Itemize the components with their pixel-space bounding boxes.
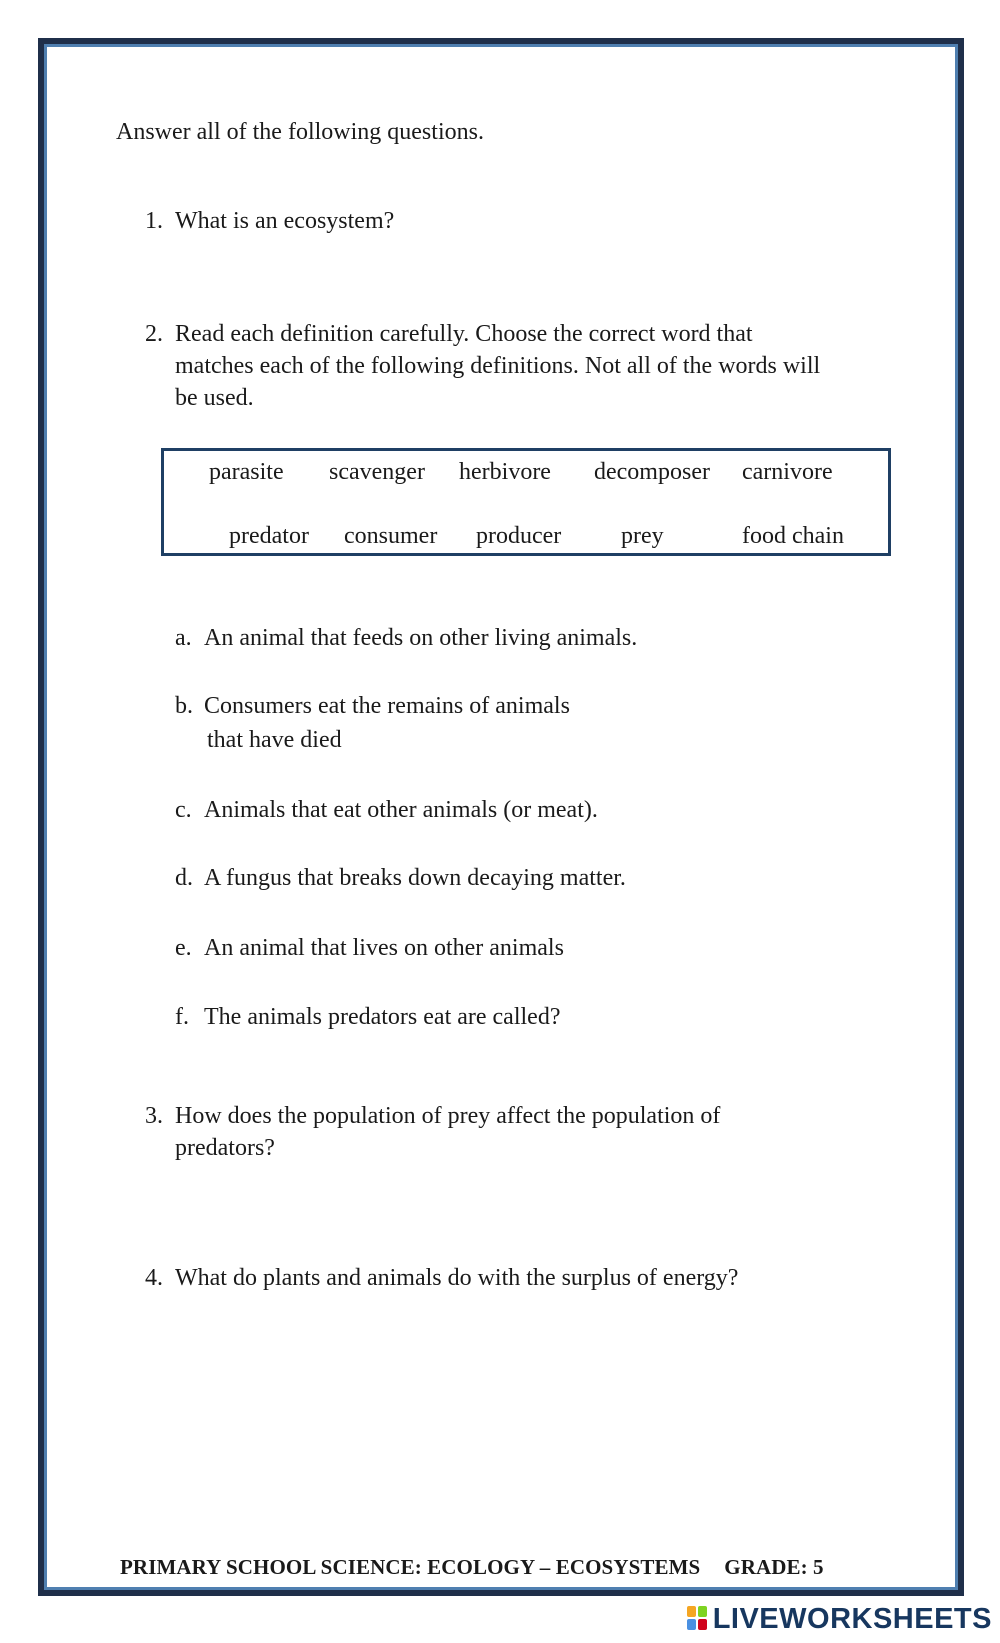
definition-e-letter: e. <box>175 935 192 961</box>
liveworksheets-brand[interactable] <box>687 1601 992 1637</box>
question-2-line-2: matches each of the following definitions. Not all of the words will <box>175 353 821 379</box>
word-bank-item: scavenger <box>329 459 425 485</box>
definition-c-letter: c. <box>175 797 192 823</box>
definition-f-text: The animals predators eat are called? <box>204 1004 561 1030</box>
brand-name: LIVEWORKSHEETS <box>712 1602 992 1635</box>
definition-a-text: An animal that feeds on other living animals. <box>204 625 638 651</box>
question-3-line-1: How does the population of prey affect the population of <box>175 1103 721 1129</box>
question-3-line-2: predators? <box>175 1135 275 1161</box>
definition-b-line-2: that have died <box>207 727 342 753</box>
liveworksheets-logo-icon <box>687 1606 709 1632</box>
question-4-number: 4. <box>145 1265 163 1291</box>
word-bank <box>161 448 891 556</box>
word-bank-item: predator <box>229 523 309 549</box>
definition-f-letter: f. <box>175 1004 189 1030</box>
definition-a-letter: a. <box>175 625 192 651</box>
word-bank-item: carnivore <box>742 459 833 485</box>
instructions-text: Answer all of the following questions. <box>116 119 484 145</box>
question-1-number: 1. <box>145 208 163 234</box>
definition-c-text: Animals that eat other animals (or meat). <box>204 797 598 823</box>
definition-e-text: An animal that lives on other animals <box>204 935 564 961</box>
question-2-line-3: be used. <box>175 385 254 411</box>
word-bank-item: prey <box>621 523 664 549</box>
word-bank-item: consumer <box>344 523 438 549</box>
word-bank-item: food chain <box>742 523 844 549</box>
word-bank-item: producer <box>476 523 562 549</box>
definition-b-line-1: Consumers eat the remains of animals <box>204 693 570 719</box>
question-1-text: What is an ecosystem? <box>175 208 395 234</box>
word-bank-item: parasite <box>209 459 284 485</box>
definition-d-text: A fungus that breaks down decaying matter. <box>204 865 626 891</box>
word-bank-item: herbivore <box>459 459 551 485</box>
definition-d-letter: d. <box>175 865 193 891</box>
page-footer <box>120 1555 824 1580</box>
question-4-text: What do plants and animals do with the surplus of energy? <box>175 1265 739 1291</box>
question-2-line-1: Read each definition carefully. Choose the correct word that <box>175 321 753 347</box>
question-2-number: 2. <box>145 321 163 347</box>
word-bank-item: decomposer <box>594 459 710 485</box>
footer-subject: PRIMARY SCHOOL SCIENCE: ECOLOGY – ECOSYSTEMS <box>120 1555 701 1579</box>
footer-grade: GRADE: 5 <box>724 1555 824 1579</box>
question-3-number: 3. <box>145 1103 163 1129</box>
definition-b-letter: b. <box>175 693 193 719</box>
